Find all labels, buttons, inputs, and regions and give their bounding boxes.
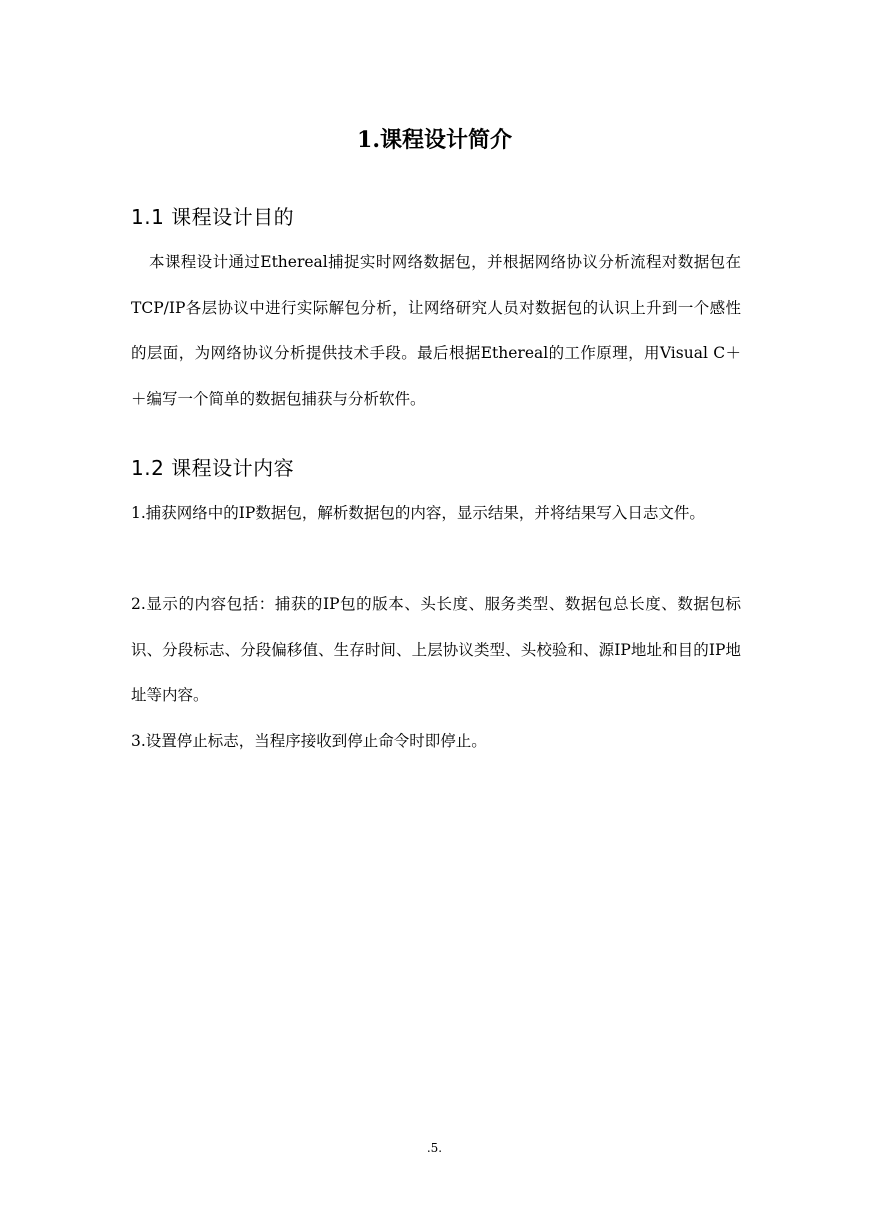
- page-title: 1.课程设计简介: [357, 127, 512, 153]
- content-item-1: 1.捕获网络中的IP数据包，解析数据包的内容，显示结果，并将结果写入日志文件。: [131, 504, 705, 522]
- section-heading-1-2: 1.2 课程设计内容: [131, 456, 295, 480]
- section-heading-1-1: 1.1 课程设计目的: [131, 205, 295, 229]
- content-item-2: 2.显示的内容包括：捕获的IP包的版本、头长度、服务类型、数据包总长度、数据包标识、分段标志、分段偏移值、生存时间、上层协议类型、头校验和、源IP地址和目的IP地址等内容。: [131, 595, 741, 704]
- content-item-3: 3.设置停止标志，当程序接收到停止命令时即停止。: [131, 732, 487, 750]
- page-number: .5.: [426, 1141, 443, 1155]
- section-1-1-paragraph: 本课程设计通过Ethereal捕捉实时网络数据包，并根据网络协议分析流程对数据包在TCP/IP各层协议中进行实际解包分析，让网络研究人员对数据包的认识上升到一个感性的层面，为网络协议分析提供技术手段。最后根据Ethereal的工作原理，用Visual C＋＋编写一个简单的数据包捕获与分析软件。: [131, 253, 741, 408]
